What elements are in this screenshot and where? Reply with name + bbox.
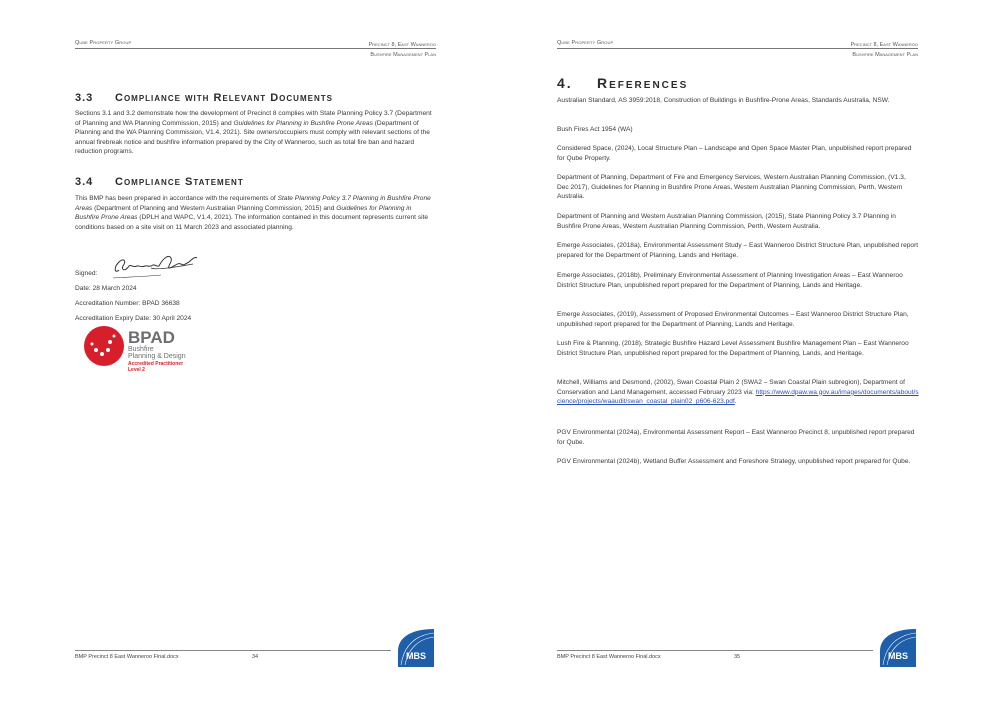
reference-text-end: . (734, 398, 737, 406)
section-heading-4 (557, 75, 688, 91)
header-project (369, 40, 436, 60)
mbs-logo (398, 629, 434, 667)
section-title: Compliance Statement (115, 176, 244, 188)
reference-item: Australian Standard, AS 3959:2018, Construction of Buildings in Bushfire-Prone Areas, Standards Australia, NSW. (557, 97, 890, 104)
header-company: Qube Property Group (75, 40, 132, 46)
reference-item: Department of Planning, Department of Fire and Emergency Services, Western Australian Planning Commission, (V1.3, Dec 2017), Guidelines for Planning in Bushfire Prone Areas, Western Australian Planning Commission, Perth, Western Australia. (557, 174, 906, 201)
reference-item: Department of Planning and Western Australian Planning Commission, (2015), State Planning Policy 3.7 Planning in Bushfire Prone Areas, Western Australian Planning Commission, Perth, Western Australia. (557, 213, 896, 230)
section-title: References (597, 75, 689, 91)
bpad-line2: Planning & Design (128, 353, 186, 360)
signature-date: Date: 28 March 2024 (75, 285, 137, 292)
reference-item: PGV Environmental (2024a), Environmental Assessment Report – East Wanneroo Precinct 8, unpublished report prepared for Qube. (557, 429, 915, 446)
reference-item: Emerge Associates, (2018b), Preliminary Environmental Assessment of Planning Investigation Areas – East Wanneroo District Structure Plan, unpublished report prepared for the Department of Planning, Lands and Heritage. (557, 272, 903, 289)
section-3-4-body (75, 194, 436, 232)
header-company: Qube Property Group (557, 40, 614, 46)
reference-item: Bush Fires Act 1954 (WA) (557, 126, 633, 133)
mbs-logo (880, 629, 916, 667)
header-project-line2: Bushfire Management Plan (852, 52, 918, 58)
body-run: Sections 3.1 and 3.2 demonstrate how the development of Precinct 8 complies with State Planning Policy 3.7 (Department of Planning and WA Planning Commission, 2015) and (75, 110, 432, 127)
body-run-italic: State Planning Policy 3.7 Planning in Bushfire Prone Areas (75, 195, 431, 212)
section-number: 4. (557, 75, 573, 91)
section-title: Compliance with Relevant Documents (115, 92, 333, 104)
bpad-title: BPAD (128, 328, 175, 347)
header-project-line2: Bushfire Management Plan (370, 52, 436, 58)
signature-image (111, 248, 203, 280)
reference-item-mitchell (557, 378, 919, 407)
footer-page-number: 34 (252, 654, 259, 660)
accreditation-expiry: Accreditation Expiry Date: 30 April 2024 (75, 315, 192, 322)
reference-item: Considered Space, (2024), Local Structure Plan – Landscape and Open Space Master Plan, unpublished report prepared for Qube Property. (557, 145, 912, 162)
body-run: (Department of Planning and the WA Planning Commission, V1.4, 2021). Site owners/occupiers must comply with relevant sections of the annual firebreak notice and bushfire information prepared by the City of Wanneroo, such as total fire ban and hazard reduction programs. (75, 119, 430, 156)
footer-rule (75, 650, 391, 651)
reference-item: Lush Fire & Planning, (2018), Strategic Bushfire Hazard Level Assessment Bushfire Management Plan – East Wanneroo District Structure Plan, unpublished report prepared for the Department of Planning, Lands, and Heritage. (557, 340, 909, 357)
accreditation-number: Accreditation Number: BPAD 36638 (75, 300, 180, 307)
section-number: 3.3 (75, 92, 94, 104)
reference-item: Emerge Associates, (2018a), Environmental Assessment Study – East Wanneroo District Structure Plan, unpublished report prepared for the Department of Planning, Lands and Heritage. (557, 242, 919, 259)
bpad-logo (80, 326, 202, 376)
document-page-35 (497, 0, 993, 702)
mbs-text: MBS (888, 651, 908, 661)
bpad-line4: Level 2 (128, 367, 145, 373)
section-heading-3-4 (75, 176, 244, 188)
document-page-34 (0, 0, 496, 702)
section-number: 3.4 (75, 176, 94, 188)
footer-filename: BMP Precinct 8 East Wanneroo Final.docx (557, 654, 661, 660)
reference-item: Emerge Associates, (2019), Assessment of Proposed Environmental Outcomes – East Wanneroo District Structure Plan, unpublished report prepared for the Department of Planning, Lands and Heritage. (557, 311, 909, 328)
body-run: (DPLH and WAPC, V1.4, 2021). The information contained in this document represents current site conditions based on a site visit on 11 March 2023 and associated planning. (75, 214, 429, 231)
bpad-line1: Bushfire (128, 346, 154, 353)
body-run-italic: Guidelines for Planning in Bushfire Prone Areas (233, 119, 373, 127)
footer-filename: BMP Precinct 8 East Wanneroo Final.docx (75, 654, 179, 660)
footer-rule (557, 650, 873, 651)
footer-page-number: 35 (734, 654, 741, 660)
reference-text: Mitchell, Williams and Desmond, (2002), Swan Coastal Plain 2 (SWA2 – Swan Coastal Plain subregion), Department of Conservation and Land Management, accessed February 2023 via: (557, 379, 905, 396)
header-project-line1: Precinct 8, East Wanneroo (368, 42, 436, 48)
section-3-3-body (75, 109, 436, 157)
reference-link[interactable]: https://www.dpaw.wa.gov.au/images/documents/about/science/projects/waaudit/swan_coastal_plain02_p606-623.pdf (557, 388, 919, 406)
header-rule (557, 48, 918, 49)
header-project (851, 40, 918, 60)
signed-label: Signed: (75, 270, 98, 277)
header-rule (75, 48, 436, 49)
section-heading-3-3 (75, 92, 333, 104)
body-run: This BMP has been prepared in accordance with the requirements of (75, 195, 278, 202)
mbs-text: MBS (406, 651, 426, 661)
body-run-italic: Guidelines for Planning in Bushfire Prone Areas (75, 204, 412, 222)
bpad-line3: Accredited Practitioner (128, 361, 184, 367)
body-run: (Department of Planning and Western Australian Planning Commission, 2015) and (92, 204, 337, 212)
reference-item: PGV Environmental (2024b), Wetland Buffer Assessment and Foreshore Strategy, unpublished report prepared for Qube. (557, 458, 911, 465)
header-project-line1: Precinct 8, East Wanneroo (850, 42, 918, 48)
